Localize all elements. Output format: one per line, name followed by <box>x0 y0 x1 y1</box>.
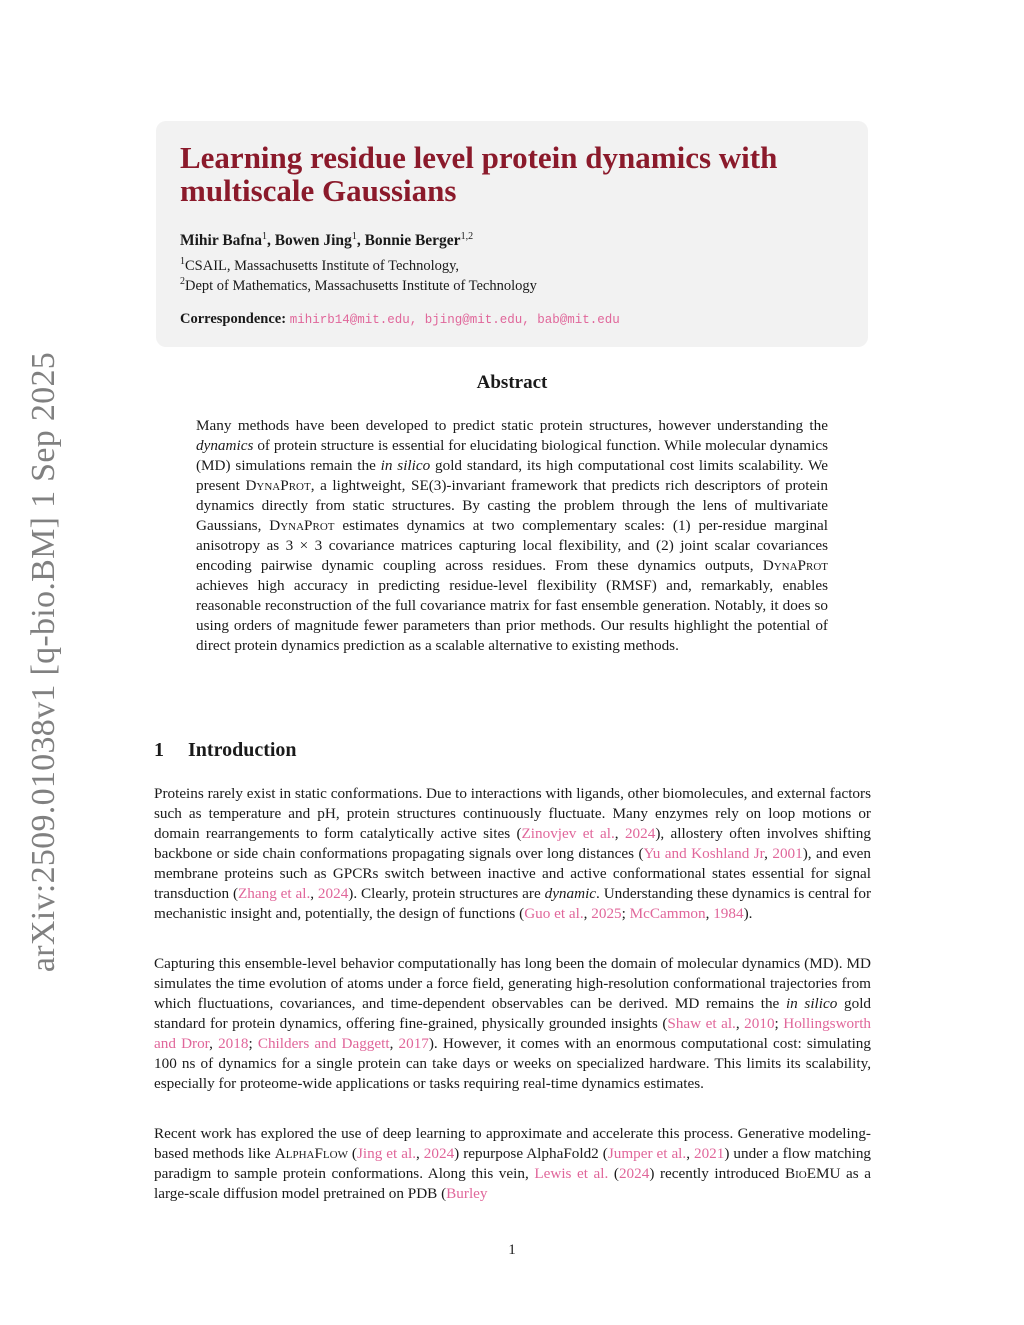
citation-link[interactable]: Shaw et al. <box>667 1015 736 1032</box>
citation-link[interactable]: 2021 <box>693 1145 725 1162</box>
affiliation-text: Dept of Mathematics, Massachusetts Institute of Technology <box>185 277 537 294</box>
abstract-text: Many methods have been developed to predict static protein structures, however understanding the dynamics of protein structure is essential for elucidating biological function. While molecular dynamics (MD) simulations remain the in silico gold standard, its high computational cost limits scalability. We present DynaProt, a lightweight, SE(3)-invariant framework that predicts rich descriptors of protein dynamics directly from static structures. By casting the problem through the lens of multivariate Gaussians, DynaProt estimates dynamics at two complementary scales: (1) per-residue marginal anisotropy as 3 × 3 covariance matrices capturing local flexibility, and (2) joint scalar covariances encoding pairwise dynamic coupling across residues. From these dynamics outputs, DynaProt achieves high accuracy in predicting residue-level flexibility (RMSF) and, remarkably, enables reasonable reconstruction of the full covariance matrix for fast ensemble generation. Notably, it does so using orders of magnitude fewer parameters than prior methods. Our results highlight the potential of direct protein dynamics prediction as a scalable alternative to existing methods. <box>196 417 829 654</box>
method-name: DynaProt <box>762 557 828 574</box>
citation-link[interactable]: Jumper et al. <box>607 1145 687 1162</box>
citation-link[interactable]: Guo et al. <box>524 905 584 922</box>
introduction-paragraph: Capturing this ensemble-level behavior computationally has long been the domain of molecular dynamics (MD). MD simulates the time evolution of atoms under a force field, generating high-resolution conformational trajectories from which fluctuations, covariances, and time-dependent observables can be derived. MD remains the in silico gold standard for protein dynamics, offering fine-grained, physically grounded insights (Shaw et al., 2010; Hollingsworth and Dror, 2018; Childers and Daggett, 2017). However, it comes with an enormous computational cost: simulating 100 ns of dynamics for a single protein can take days or weeks on specialized hardware. This limits its scalability, especially for proteome-wide applications or tasks requiring real-time dynamics estimates. <box>154 955 872 1092</box>
affiliation-line <box>180 256 459 275</box>
citation-link[interactable]: Lewis et al. <box>534 1165 609 1182</box>
citation-link[interactable]: 1984 <box>713 905 744 922</box>
citation-link[interactable]: 2017 <box>398 1035 429 1052</box>
section-number: 1 <box>154 739 164 761</box>
citation-link[interactable]: McCammon <box>629 905 706 922</box>
author-name: Bonnie Berger <box>364 232 461 250</box>
correspondence-label: Correspondence: <box>180 311 287 327</box>
affiliation-line <box>180 276 537 295</box>
correspondence-emails[interactable]: mihirb14@mit.edu, bjing@mit.edu, bab@mit.edu <box>289 313 620 327</box>
abstract-heading: Abstract <box>476 372 548 393</box>
citation-link[interactable]: Hollingsworth and Dror <box>154 1015 872 1052</box>
citation-link[interactable]: Childers and Daggett <box>257 1035 390 1052</box>
paper-title: Learning residue level protein dynamics with multiscale Gaussians <box>180 140 778 208</box>
arxiv-identifier-stamp: arXiv:2509.01038v1 [q-bio.BM] 1 Sep 2025 <box>25 351 62 973</box>
citation-link[interactable]: Yu and Koshland Jr <box>643 845 765 862</box>
emphasized-text: dynamic <box>544 885 597 902</box>
citation-link[interactable]: 2018 <box>218 1035 249 1052</box>
page-number: 1 <box>508 1242 516 1258</box>
citation-link[interactable]: 2025 <box>591 905 622 922</box>
introduction-paragraph: Proteins rarely exist in static conformations. Due to interactions with ligands, other biomolecules, and external factors such as temperature and pH, protein structures continuously fluctuate. Many enzymes rely on loop motions or domain rearrangements to form catalytically active sites (Zinovjev et al., 2024), allostery often involves shifting backbone or side chain conformations propagating signals over long distances (Yu and Koshland Jr, 2001), and even membrane proteins such as GPCRs switch between inactive and active conformational states essential for signal transduction (Zhang et al., 2024). Clearly, protein structures are dynamic. Understanding these dynamics is central for mechanistic insight and, potentially, the design of functions (Guo et al., 2025; McCammon, 1984). <box>154 785 872 922</box>
method-name: DynaProt <box>245 477 311 494</box>
section-heading <box>154 739 297 762</box>
citation-link[interactable]: Burley <box>446 1185 488 1202</box>
emphasized-text: in silico <box>380 457 431 474</box>
author-list: Mihir Bafna$^1$, Bowen Jing$^1$, Bonnie Berger$^{1,2}$ <box>180 231 474 250</box>
emphasized-text: in silico <box>785 995 838 1012</box>
method-name: DynaProt <box>269 517 335 534</box>
affiliation-mark: 1 <box>180 256 185 267</box>
affiliation-mark: 2 <box>180 276 185 287</box>
citation-link[interactable]: 2024 <box>423 1145 455 1162</box>
citation-link[interactable]: Jing et al. <box>357 1145 416 1162</box>
affiliation-text: CSAIL, Massachusetts Institute of Technology, <box>185 257 460 274</box>
author-affiliation-mark: 1 <box>261 231 267 242</box>
citation-link[interactable]: 2024 <box>624 825 656 842</box>
citation-link[interactable]: 2010 <box>744 1015 775 1032</box>
author-affiliation-mark: 1,2 <box>460 231 474 242</box>
method-name: AlphaFlow <box>274 1145 348 1162</box>
method-name: BioEMU <box>784 1165 841 1182</box>
emphasized-text: dynamics <box>196 437 254 454</box>
author-name: Mihir Bafna <box>180 232 262 250</box>
author-affiliation-mark: 1 <box>351 231 357 242</box>
section-title: Introduction <box>188 739 297 761</box>
citation-link[interactable]: 2024 <box>317 885 349 902</box>
citation-link[interactable]: Zhang et al. <box>238 885 311 902</box>
title-box <box>156 121 868 347</box>
citation-link[interactable]: Zinovjev et al. <box>521 825 615 842</box>
correspondence-line <box>180 311 620 328</box>
citation-link[interactable]: 2024 <box>618 1165 650 1182</box>
author-name: Bowen Jing <box>274 232 352 250</box>
citation-link[interactable]: 2001 <box>772 845 803 862</box>
introduction-paragraph: Recent work has explored the use of deep learning to approximate and accelerate this process. Generative modeling-based methods like AlphaFlow (Jing et al., 2024) repurpose AlphaFold2 (Jumper et al., 2021) under a flow matching paradigm to sample protein conformations. Along this vein, Lewis et al. (2024) recently introduced BioEMU as a large-scale diffusion model pretrained on PDB (Burley <box>154 1125 872 1202</box>
